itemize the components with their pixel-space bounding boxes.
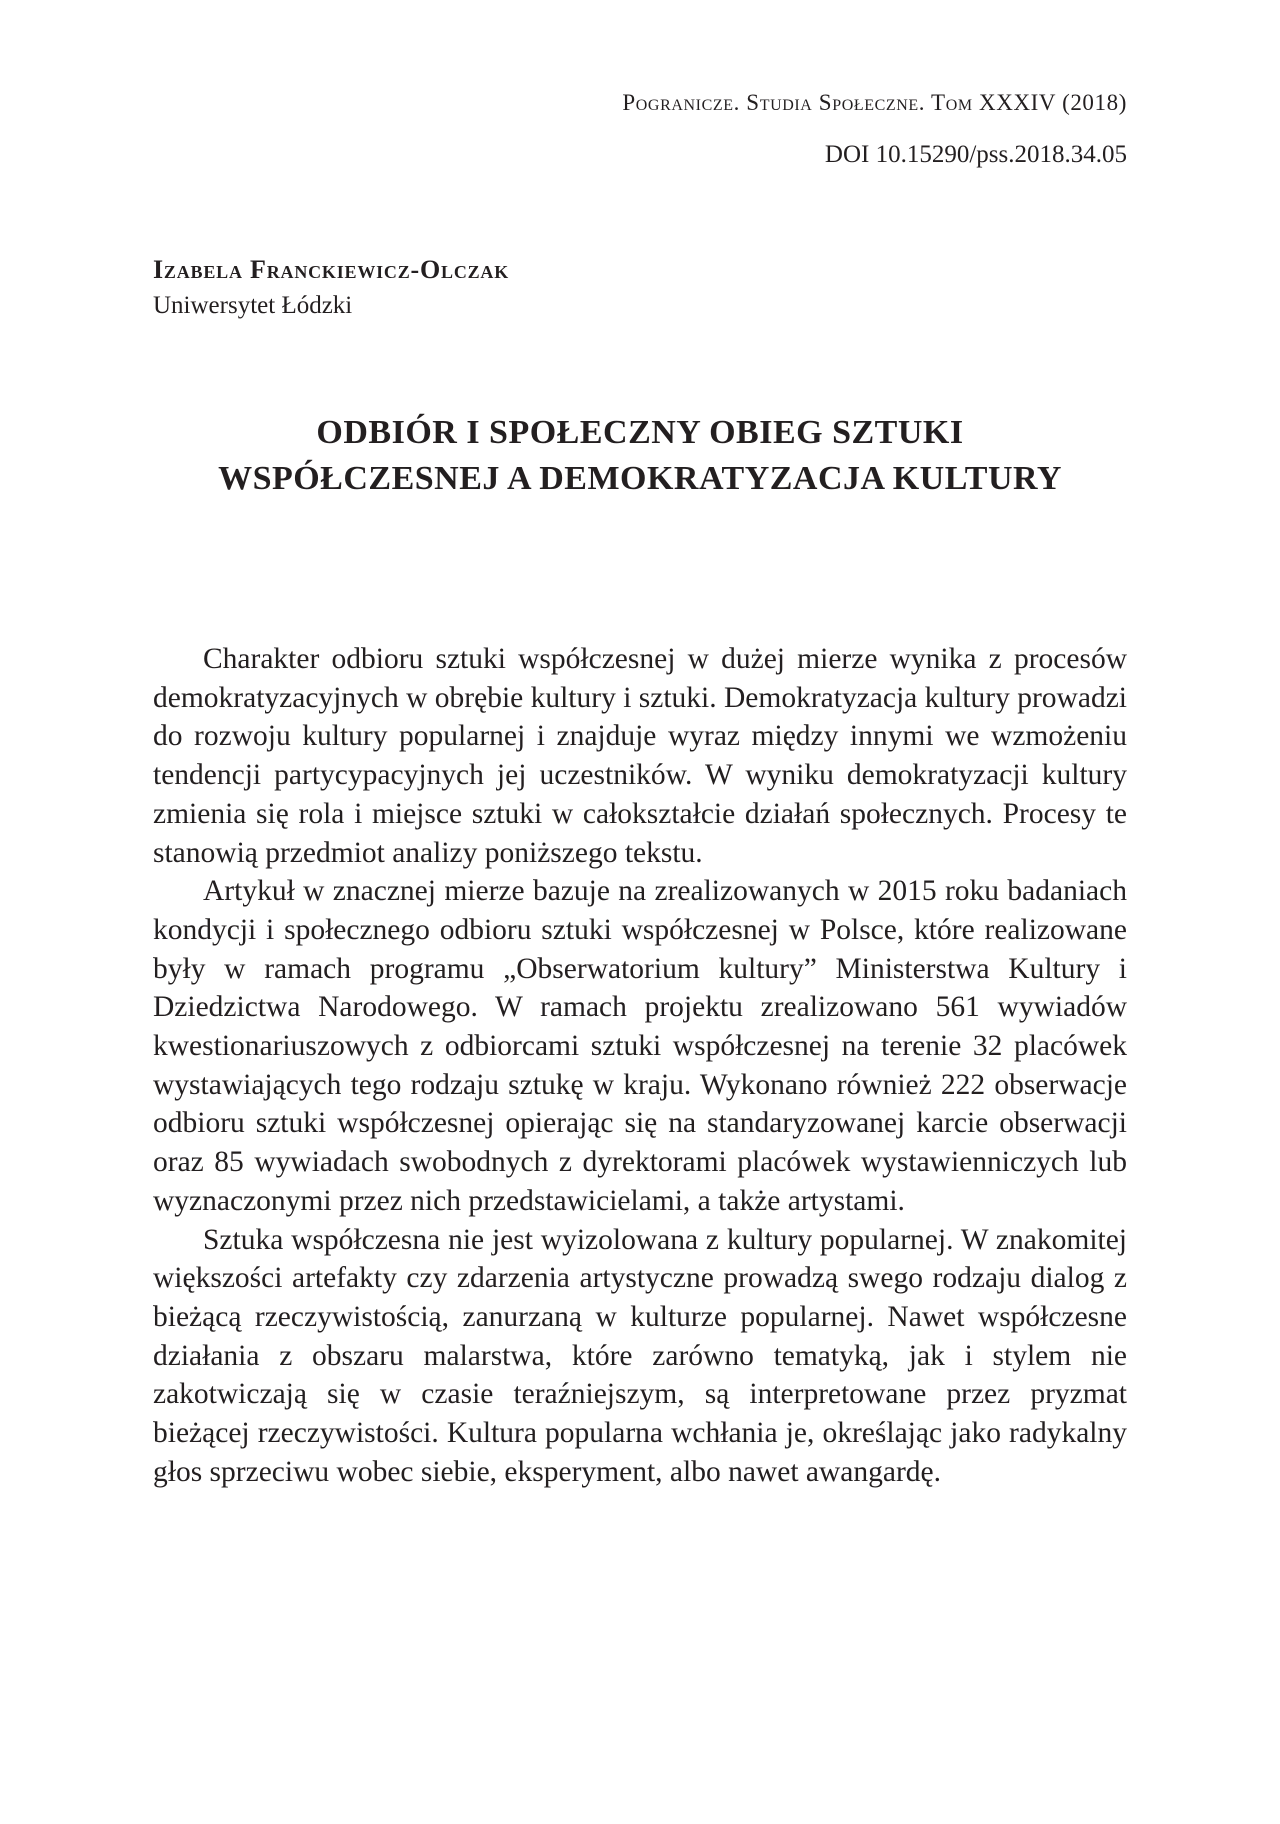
doi-line: DOI 10.15290/pss.2018.34.05: [824, 141, 1127, 168]
article-body: [153, 640, 1127, 1491]
paragraph-1: Charakter odbioru sztuki współczesnej w dużej mierze wynika z procesów demokratyzacyjnych w obrębie kultury i sztuki. Demokratyzacja kultury prowadzi do rozwoju kultury popularnej i znajduje wyraz między innymi we wzmożeniu tendencji partycypacyjnych jej uczestników. W wyniku demokratyzacji kultury zmienia się rola i miejsce sztuki w całokształcie działań społecznych. Procesy te stanowią przedmiot analizy poniższego tekstu.: [153, 643, 1127, 869]
paragraph-3: Sztuka współczesna nie jest wyizolowana z kultury popularnej. W znakomitej większości artefakty czy zdarzenia artystyczne prowadzą swego rodzaju dialog z bieżącą rzeczywistością, zanurzaną w kulturze popularnej. Nawet współczesne działania z obszaru malarstwa, które zarówno tematyką, jak i stylem nie zakotwiczają się w czasie teraźniejszym, są interpretowane przez pryzmat bieżącej rzeczywistości. Kultura popularna wchłania je, określając jako radykalny głos sprzeciwu wobec siebie, eksperyment, albo nawet awangardę.: [153, 1223, 1127, 1488]
title-line-1: ODBIÓR I SPOŁECZNY OBIEG SZTUKI: [316, 414, 964, 451]
paragraph-2: Artykuł w znacznej mierze bazuje na zrealizowanych w 2015 roku badaniach kondycji i społecznego odbioru sztuki współczesnej w Polsce, które realizowane były w ramach programu „Obserwatorium kultury” Ministerstwa Kultury i Dziedzictwa Narodowego. W ramach projektu zrealizowano 561 wywiadów kwestionariuszowych z odbiorcami sztuki współczesnej na terenie 32 placówek wystawiających tego rodzaju sztukę w kraju. Wykonano również 222 obserwacje odbioru sztuki współczesnej opierając się na standaryzowanej karcie obserwacji oraz 85 wywiadach swobodnych z dyrektorami placówek wystawienniczych lub wyznaczonymi przez nich przedstawicielami, a także artystami.: [153, 875, 1127, 1217]
title-line-2: WSPÓŁCZESNEJ A DEMOKRATYZACJA KULTURY: [218, 460, 1062, 497]
journal-header: Pogranicze. Studia Społeczne. Tom XXXIV (2018): [622, 90, 1127, 115]
author-affiliation: Uniwersytet Łódzki: [153, 292, 353, 319]
author-name: Izabela Franckiewicz-Olczak: [153, 255, 510, 284]
article-title: [153, 410, 1127, 502]
